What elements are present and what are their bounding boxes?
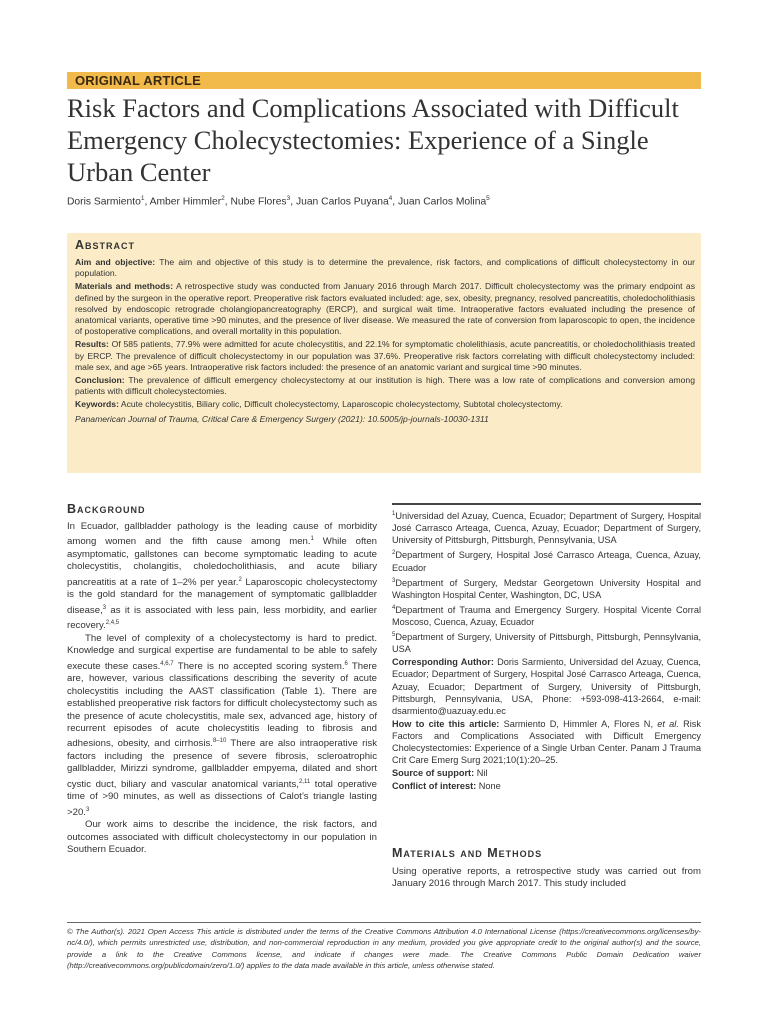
abstract-results: [75, 339, 695, 373]
conflict-text: None: [476, 781, 501, 792]
article-type-banner: [67, 72, 701, 89]
corresponding-author: [392, 656, 701, 716]
author-name: Nube Flores: [230, 196, 287, 208]
affiliation-item: [392, 602, 701, 628]
abstract-aim: [75, 257, 695, 279]
abstract-box: [67, 233, 701, 473]
author-affiliation-ref: 2: [221, 195, 225, 202]
abstract-conclusion-text: The prevalence of difficult emergency cholecystectomy at our institution is high. There was a low rate of complications and conversion among patients with difficult cholecystectomies.: [75, 375, 695, 397]
affiliation-item: [392, 575, 701, 601]
reference-superscript: 3: [102, 604, 107, 611]
abstract-aim-text: The aim and objective of this study is to determine the prevalence, risk factors, and complications of difficult cholecystectomy in our population.: [75, 257, 695, 279]
abstract-methods-text: A retrospective study was conducted from January 2016 through March 2017. Difficult cholecystectomy was the primary endpoint as defined by the surgeon in the operative report. Preoperative risk factors evaluated included: age, sex, obesity, pregnancy, resolved pancreatitis, choledocholithiasis resolved by endoscopic retrograde cholangiopancreatography (ERCP), and surgical wait time. Intraoperative factors evaluated including the presence of anatomical variants, operative time >90 minutes, and the presence of liver disease. We measured the rate of conversion from laparoscopic to open, the incidence of postoperative complications, and overall mortality in this population.: [75, 281, 696, 337]
affiliation-item: [392, 629, 701, 655]
footer-divider: [67, 922, 701, 923]
reference-superscript: 4,6,7: [160, 660, 174, 667]
license-footer: © The Author(s). 2021 Open Access This article is distributed under the terms of the Creative Commons Attribution 4.0 International License (https://creativecommons.org/licenses/by-nc/4.0/), which permits unrestricted use, distribution, and non-commercial reproduction in any medium, provided you give appropriate credit to the original author(s) and the source, provide a link to the Creative Commons license, and indicate if changes were made. The Creative Commons Public Domain Dedication waiver (http://creativecommons.org/publicdomain/zero/1.0/) applies to the data made available in this article, unless otherwise stated.: [67, 927, 701, 970]
affiliation-notes: [392, 508, 701, 793]
author-affiliation-ref: 1: [140, 195, 145, 202]
affiliation-number: 3: [392, 577, 396, 584]
methods-heading: Materials and Methods: [392, 846, 543, 860]
how-to-cite: [392, 718, 701, 766]
affiliation-divider: [392, 503, 701, 505]
background-paragraph-2: The level of complexity of a cholecystectomy is hard to predict. Knowledge and surgical expertise are fundamental to be able to safely execute these cases.$^{4,6,7}$ There is no accepted scoring system.$^6$ There are, however, various classifications describing the severity of acute cholecystitis including the AAST classification (Table 1). There are established preoperative risk factors for difficult cholecystectomy such as the presence of acute cholecystitis, male sex, advanced age, history of recurrent episodes of acute cholecystitis leading to fibrosis and adhesions, obesity, and cirrhosis.$^{8-10}$ There are also intraoperative risk factors including the presence of severe fibrosis, scleroatrophic gallbladder, Mirizzi syndrome, gallbladder empyema, dilated and short cystic duct, biliary and vascular anatomical variants,$^{2,11}$ total operative time of >90 minutes, as well as dissections of Calot’s triangle lasting >20.$^3$: [67, 633, 378, 819]
author-affiliation-ref: 5: [486, 195, 490, 202]
how-to-cite-label: How to cite this article:: [392, 718, 500, 729]
affiliation-number: 2: [392, 550, 396, 557]
methods-body: Using operative reports, a retrospective study was carried out from January 2016 through March 2017. This study included: [392, 866, 701, 890]
journal-citation: Panamerican Journal of Trauma, Critical Care & Emergency Surgery (2021): 10.5005/jp-journals-10030-1311: [75, 413, 489, 424]
support-text: Nil: [474, 768, 488, 779]
source-of-support: [392, 767, 701, 779]
abstract-body: [75, 257, 695, 427]
reference-superscript: 6: [344, 660, 348, 667]
affiliation-number: 1: [392, 511, 396, 517]
affiliation-text: Department of Trauma and Emergency Surgery. Hospital Vicente Corral Moscoso, Cuenca, Azuay, Ecuador: [392, 604, 701, 627]
affiliation-list: [392, 508, 701, 655]
abstract-aim-label: Aim and objective:: [75, 257, 156, 267]
affiliation-item: [392, 508, 701, 546]
abstract-keywords: [75, 399, 695, 410]
affiliation-number: 5: [392, 632, 396, 639]
author-affiliation-ref: 3: [286, 195, 291, 202]
corresponding-label: Corresponding Author:: [392, 657, 494, 668]
author-name: Juan Carlos Puyana: [295, 196, 389, 208]
background-paragraph-1: In Ecuador, gallbladder pathology is the leading cause of morbidity among women and the fifth cause among men.$^1$ While often asymptomatic, gallstones can become symptomatic leading to acute cholecystitis, cholangitis, choledocholithiasis, and acute biliary pancreatitis at a rate of 1–2% per year.$^2$ Laparoscopic cholecystectomy is the gold standard for the management of symptomatic gallbladder disease,$^3$ as it is associated with less pain, less morbidity, and earlier recovery.$^{2,4,5}$: [67, 521, 377, 632]
conflict-label: Conflict of interest:: [392, 781, 477, 792]
article-type-label: ORIGINAL ARTICLE: [75, 73, 201, 88]
how-to-cite-text-b: Risk Factors and Complications Associated with Difficult Emergency Cholecystectomies: Experience of a Single Urban Center. Panam J Trauma Crit Care Emerg Surg 2021;10(1):20–25.: [392, 718, 701, 766]
article-title: Risk Factors and Complications Associated with Difficult Emergency Cholecystectomies: Experience of a Single Urban Center: [67, 93, 679, 187]
conflict-of-interest: [392, 780, 701, 792]
abstract-heading: Abstract: [75, 238, 136, 252]
background-paragraph-3: Our work aims to describe the incidence, the risk factors, and outcomes associated with difficult cholecystectomy in our population in Southern Ecuador.: [67, 819, 377, 856]
affiliation-number: 4: [392, 604, 396, 611]
reference-superscript: 8–10: [212, 738, 227, 745]
reference-superscript: 3: [85, 806, 90, 813]
author-name: Doris Sarmiento: [67, 196, 141, 208]
corresponding-text: Doris Sarmiento, Universidad del Azuay, Cuenca, Ecuador; Department of Surgery, Hospital José Carrasco Arteaga, Cuenca, Azuay, Ecuador; Department of Surgery, University of Pittsburgh, Pittsburgh, Pennsylvania, USA, Phone: +593-098-413-2664, e-mail: dsarmiento@uazuay.edu.ec: [392, 657, 701, 716]
reference-superscript: 1: [310, 536, 314, 543]
reference-superscript: 2,11: [298, 778, 311, 785]
abstract-results-text: Of 585 patients, 77.9% were admitted for acute cholecystitis, and 22.1% for symptomatic cholelithiasis, acute pancreatitis, or choledocholithiasis treated by ERCP. The prevalence of difficult cholecystectomy in our population was 37.6%. Preoperative risk factors correlating with difficult cholecystectomy included: male sex, and age >65 years. Intraoperative risk factors included: the presence of an anatomic variant and surgical time >90 minutes.: [75, 339, 695, 372]
background-body: [67, 521, 377, 857]
support-label: Source of support:: [392, 768, 475, 779]
how-to-cite-text-a: Sarmiento D, Himmler A, Flores N,: [499, 718, 658, 729]
abstract-keywords-label: Keywords:: [75, 399, 119, 410]
author-affiliation-ref: 4: [388, 195, 393, 202]
affiliation-text: Department of Surgery, Hospital José Carrasco Arteaga, Cuenca, Azuay, Ecuador: [392, 550, 701, 573]
abstract-conclusion-label: Conclusion:: [75, 375, 125, 386]
abstract-results-label: Results:: [75, 339, 109, 350]
abstract-keywords-text: Acute cholecystitis, Biliary colic, Difficult cholecystectomy, Laparoscopic cholecystectomy, Subtotal cholecystectomy.: [118, 399, 563, 410]
reference-superscript: 2: [238, 576, 242, 583]
affiliation-item: [392, 547, 701, 573]
affiliation-text: Department of Surgery, University of Pittsburgh, Pittsburgh, Pennsylvania, USA: [392, 632, 701, 655]
reference-superscript: 2,4,5: [105, 620, 120, 627]
abstract-methods: [75, 281, 695, 337]
author-list: Doris Sarmiento$^1$, Amber Himmler$^2$, Nube Flores$^3$, Juan Carlos Puyana$^4$, Juan Carlos Molina$^5$: [67, 195, 490, 208]
author-name: Amber Himmler: [149, 196, 222, 208]
abstract-methods-label: Materials and methods:: [75, 281, 174, 292]
author-name: Juan Carlos Molina: [398, 196, 487, 208]
abstract-conclusion: [75, 375, 695, 397]
affiliation-text: Universidad del Azuay, Cuenca, Ecuador; Department of Surgery, Hospital José Carrasco Arteaga, Cuenca, Azuay, Ecuador; Department of Surgery, University of Pittsburgh, Pittsburgh, Pennsylvania, USA: [392, 511, 701, 546]
background-heading: Background: [67, 502, 146, 516]
affiliation-text: Department of Surgery, Medstar Georgetown University Hospital and Washington Hospital Center, Washington, DC, USA: [392, 577, 701, 600]
how-to-cite-etal: et al.: [657, 718, 679, 729]
